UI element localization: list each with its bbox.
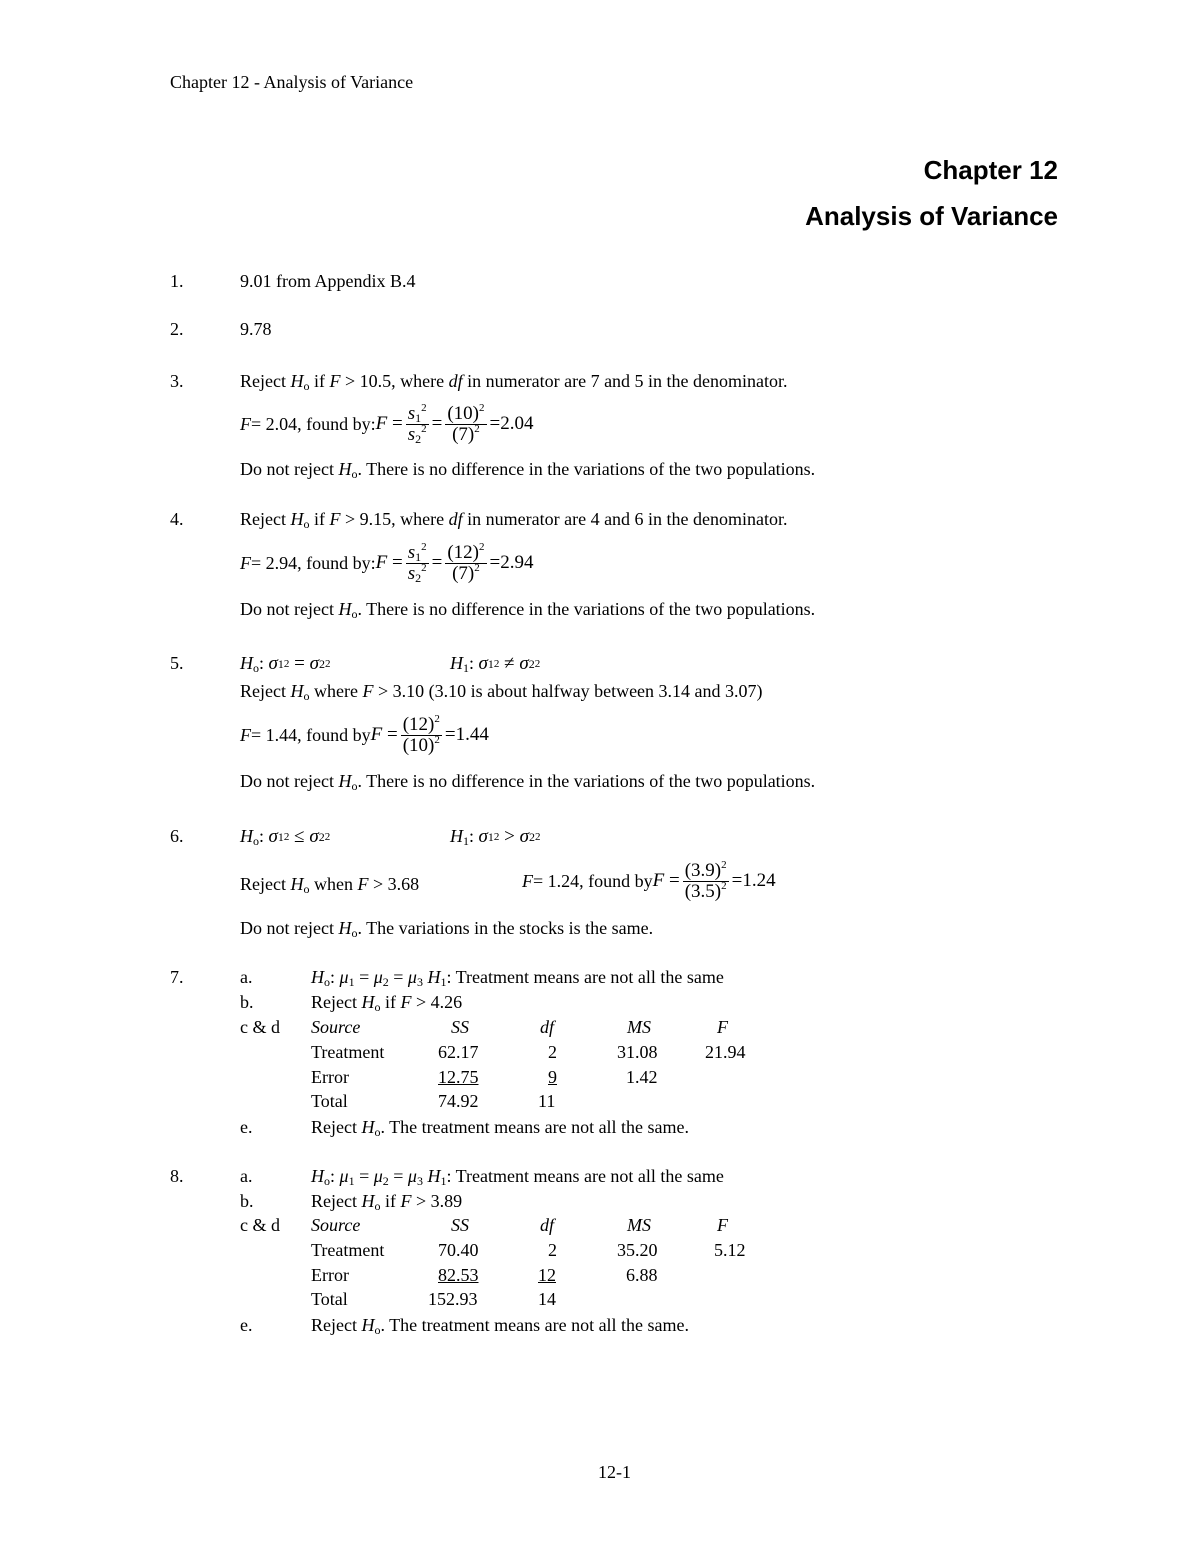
table-cell: Error xyxy=(311,1067,349,1087)
item-number: 8. xyxy=(170,1166,184,1186)
decision-rule: Reject $H_o$ when F > 3.68 xyxy=(240,874,420,896)
conclusion: Do not reject $H_o$. There is no difference in the variations of the two populations. xyxy=(240,599,816,621)
answer-text: 9.78 xyxy=(240,319,272,339)
answer-text: 9.01 from Appendix B.4 xyxy=(240,271,416,291)
f-ratio-equation: F = $\frac{s_1^2}{s_2^2}$ = $\frac{(10)^2}{(7)^2}$ =2.04 xyxy=(375,401,534,446)
table-cell: Total xyxy=(311,1289,348,1309)
table-header: Source xyxy=(311,1215,361,1235)
chapter-title: Analysis of Variance xyxy=(805,201,1058,231)
hypotheses: $H_o$: $\mu_1 = \mu_2 = \mu_3$ $H_1$: Treatment means are not all the same xyxy=(311,967,724,989)
alternative-hypothesis: $H_1$: σ 1 2 > σ 2 2 xyxy=(450,826,541,848)
part-label: b. xyxy=(240,992,254,1012)
decision-rule: Reject $H_o$ if F > 3.89 xyxy=(311,1191,463,1213)
conclusion: Do not reject $H_o$. There is no difference in the variations of the two populations. xyxy=(240,771,816,793)
item-number: 7. xyxy=(170,967,184,987)
table-cell: 5.12 xyxy=(714,1240,746,1260)
table-header: F xyxy=(717,1017,728,1037)
f-ratio-equation: F = $\frac{(12)^2}{(10)^2}$ =1.44 xyxy=(370,712,489,756)
hypotheses: $H_o$: $\mu_1 = \mu_2 = \mu_3$ $H_1$: Treatment means are not all the same xyxy=(311,1166,724,1188)
item-number: 6. xyxy=(170,826,184,846)
f-ratio-equation: F = $\frac{s_1^2}{s_2^2}$ = $\frac{(12)^2}{(7)^2}$ =2.94 xyxy=(375,540,534,585)
table-header: SS xyxy=(451,1017,469,1037)
table-cell: 82.53 xyxy=(438,1265,479,1285)
table-cell: 1.42 xyxy=(626,1067,658,1087)
table-header: MS xyxy=(627,1017,651,1037)
part-label: c & d xyxy=(240,1017,280,1037)
f-statistic-line: F = 1.44, found by F = $\frac{(12)^2}{(10)^2}$ =1.44 xyxy=(240,712,489,756)
table-cell: 2 xyxy=(548,1042,557,1062)
table-cell: 35.20 xyxy=(617,1240,658,1260)
table-cell: 21.94 xyxy=(705,1042,746,1062)
conclusion: Reject $H_o$. The treatment means are not all the same. xyxy=(311,1315,690,1337)
table-cell: 152.93 xyxy=(428,1289,478,1309)
table-cell: Treatment xyxy=(311,1240,385,1260)
null-hypothesis: $H_o$: σ 1 2 = σ 2 2 xyxy=(240,653,331,675)
item-number: 4. xyxy=(170,509,184,529)
table-header: F xyxy=(717,1215,728,1235)
table-cell: 2 xyxy=(548,1240,557,1260)
running-header: Chapter 12 - Analysis of Variance xyxy=(170,72,414,92)
part-label: a. xyxy=(240,1166,253,1186)
table-cell: Total xyxy=(311,1091,348,1111)
table-cell: 11 xyxy=(538,1091,556,1111)
item-number: 3. xyxy=(170,371,184,391)
table-header: Source xyxy=(311,1017,361,1037)
decision-rule: Reject $H_o$ where F > 3.10 (3.10 is about halfway between 3.14 and 3.07) xyxy=(240,681,763,703)
decision-rule: Reject $H_o$ if F > 4.26 xyxy=(311,992,463,1014)
table-cell: 6.88 xyxy=(626,1265,658,1285)
page-number: 12-1 xyxy=(598,1462,631,1482)
table-cell: Treatment xyxy=(311,1042,385,1062)
table-cell: 70.40 xyxy=(438,1240,479,1260)
table-header: df xyxy=(540,1017,555,1037)
table-header: SS xyxy=(451,1215,469,1235)
chapter-number: Chapter 12 xyxy=(923,155,1058,185)
part-label: c & d xyxy=(240,1215,280,1235)
part-label: b. xyxy=(240,1191,254,1211)
f-statistic-line: F = 1.24, found by F = $\frac{(3.9)^2}{(3.5)^2}$ =1.24 xyxy=(522,858,776,902)
f-ratio-equation: F = $\frac{(3.9)^2}{(3.5)^2}$ =1.24 xyxy=(652,858,776,902)
table-cell: Error xyxy=(311,1265,349,1285)
conclusion: Reject $H_o$. The treatment means are not all the same. xyxy=(311,1117,690,1139)
table-cell: 9 xyxy=(548,1067,557,1087)
table-header: MS xyxy=(627,1215,651,1235)
table-cell: 31.08 xyxy=(617,1042,658,1062)
table-cell: 12 xyxy=(538,1265,556,1285)
f-statistic-line: F = 2.04, found by: F = $\frac{s_1^2}{s_2^2}$ = $\frac{(10)^2}{(7)^2}$ =2.04 xyxy=(240,401,534,446)
item-number: 1. xyxy=(170,271,184,291)
decision-rule: Reject $H_o$ if F > 9.15, where df in numerator are 4 and 6 in the denominator. xyxy=(240,509,788,531)
table-header: df xyxy=(540,1215,555,1235)
table-cell: 74.92 xyxy=(438,1091,479,1111)
conclusion: Do not reject $H_o$. There is no difference in the variations of the two populations. xyxy=(240,459,816,481)
f-statistic-line: F = 2.94, found by: F = $\frac{s_1^2}{s_2^2}$ = $\frac{(12)^2}{(7)^2}$ =2.94 xyxy=(240,540,534,585)
table-cell: 14 xyxy=(538,1289,556,1309)
table-cell: 62.17 xyxy=(438,1042,479,1062)
part-label: e. xyxy=(240,1315,253,1335)
null-hypothesis: $H_o$: σ 1 2 ≤ σ 2 2 xyxy=(240,826,331,848)
alternative-hypothesis: $H_1$: σ 1 2 ≠ σ 2 2 xyxy=(450,653,541,675)
conclusion: Do not reject $H_o$. The variations in the stocks is the same. xyxy=(240,918,654,940)
table-cell: 12.75 xyxy=(438,1067,479,1087)
anova-table xyxy=(0,1214,1200,1314)
part-label: a. xyxy=(240,967,253,987)
item-number: 5. xyxy=(170,653,184,673)
part-label: e. xyxy=(240,1117,253,1137)
decision-rule: Reject $H_o$ if F > 10.5, where df in numerator are 7 and 5 in the denominator. xyxy=(240,371,788,393)
item-number: 2. xyxy=(170,319,184,339)
anova-table xyxy=(0,1016,1200,1116)
